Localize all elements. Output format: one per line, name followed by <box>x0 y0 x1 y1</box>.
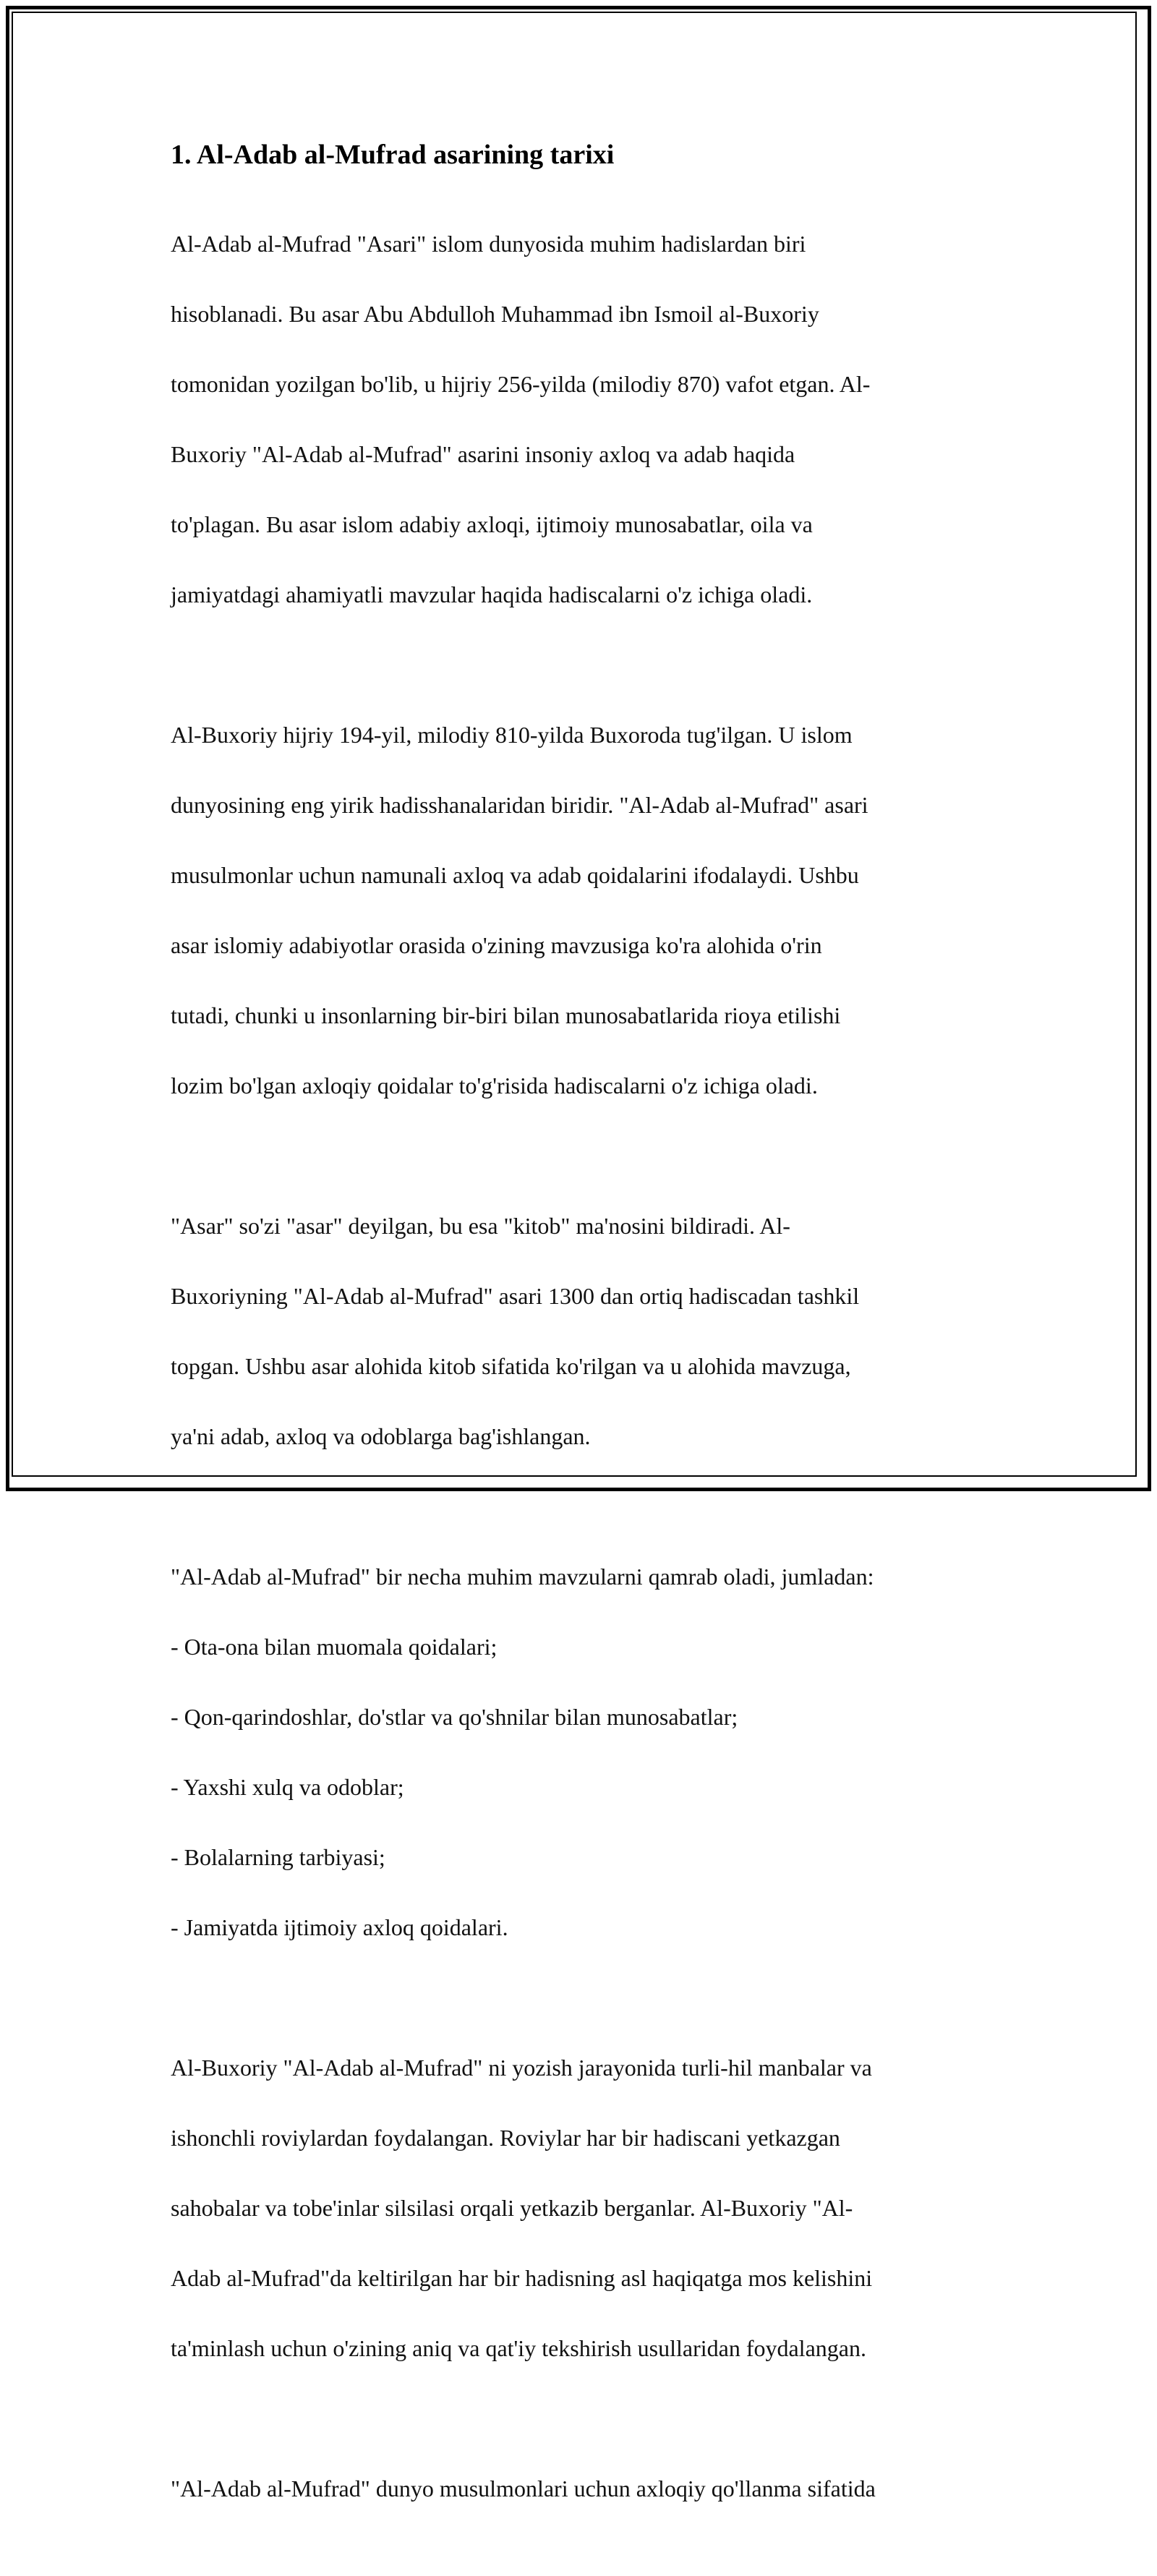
text-line: Buxoriy "Al-Adab al-Mufrad" asarini insoniy axloq va adab haqida <box>171 440 795 467</box>
text-line: to'plagan. Bu asar islom adabiy axloqi, ijtimoiy munosabatlar, oila va <box>171 511 813 537</box>
text-line: asar islomiy adabiyotlar orasida o'zining mavzusiga ko'ra alohida o'rin <box>171 931 822 958</box>
text-line: Al-Buxoriy hijriy 194-yil, milodiy 810-yilda Buxoroda tug'ilgan. U islom <box>171 721 853 748</box>
list-item: - Yaxshi xulq va odoblar; <box>171 1773 404 1800</box>
text-line: ta'minlash uchun o'zining aniq va qat'iy tekshirish usullaridan foydalangan. <box>171 2334 866 2361</box>
text-line: Adab al-Mufrad"da keltirilgan har bir hadisning asl haqiqatga mos kelishini <box>171 2264 873 2291</box>
text-line: dunyosining eng yirik hadisshanalaridan biridir. "Al-Adab al-Mufrad" asari <box>171 791 868 818</box>
paragraph-sources <box>171 2015 981 2401</box>
text-line: jamiyatdagi ahamiyatli mavzular haqida hadiscalarni o'z ichiga oladi. <box>171 581 813 607</box>
text-line: topgan. Ushbu asar alohida kitob sifatida ko'rilgan va u alohida mavzuga, <box>171 1352 851 1379</box>
text-line: musulmonlar uchun namunali axloq va adab qoidalarini ifodalaydi. Ushbu <box>171 861 859 888</box>
list-intro: "Al-Adab al-Mufrad" bir necha muhim mavzularni qamrab oladi, jumladan: <box>171 1563 874 1590</box>
text-line: sahobalar va tobe'inlar silsilasi orqali yetkazib berganlar. Al-Buxoriy "Al- <box>171 2194 853 2221</box>
text-line: lozim bo'lgan axloqiy qoidalar to'g'risida hadiscalarni o'z ichiga oladi. <box>171 1072 818 1099</box>
list-item: - Bolalarning tarbiyasi; <box>171 1843 385 1870</box>
paragraph-history-intro <box>171 191 981 647</box>
text-line: Buxoriyning "Al-Adab al-Mufrad" asari 1300 dan ortiq hadiscadan tashkil <box>171 1282 860 1309</box>
document-body <box>171 135 981 2576</box>
text-line: Al-Buxoriy "Al-Adab al-Mufrad" ni yozish jarayonida turli-hil manbalar va <box>171 2054 872 2081</box>
section-title: 1. Al-Adab al-Mufrad asarining tarixi <box>171 140 615 170</box>
list-item: - Ota-ona bilan muomala qoidalari; <box>171 1633 498 1660</box>
list-item: - Qon-qarindoshlar, do'stlar va qo'shnilar bilan munosabatlar; <box>171 1703 738 1730</box>
list-item: - Jamiyatda ijtimoiy axloq qoidalari. <box>171 1914 508 1940</box>
text-line: "Al-Adab al-Mufrad" dunyo musulmonlari uchun axloqiy qo'llanma sifatida <box>171 2475 876 2502</box>
text-line: tutadi, chunki u insonlarning bir-biri bilan munosabatlarida rioya etilishi <box>171 1002 841 1028</box>
text-line: ya'ni adab, axloq va odoblarga bag'ishlangan. <box>171 1423 591 1449</box>
text-line: Al-Adab al-Mufrad "Asari" islom dunyosida muhim hadislardan biri <box>171 230 806 257</box>
text-line: ishonchli roviylardan foydalangan. Roviylar har bir hadiscani yetkazgan <box>171 2124 840 2151</box>
text-line: hisoblanadi. Bu asar Abu Abdulloh Muhammad ibn Ismoil al-Buxoriy <box>171 300 819 327</box>
paragraph-closing <box>171 2436 981 2541</box>
text-line: tomonidan yozilgan bo'lib, u hijriy 256-yilda (milodiy 870) vafot etgan. Al- <box>171 370 871 397</box>
text-line: "Asar" so'zi "asar" deyilgan, bu esa "kitob" ma'nosini bildiradi. Al- <box>171 1212 790 1239</box>
paragraph-author-bio <box>171 682 981 1138</box>
paragraph-asar-meaning <box>171 1173 981 1489</box>
paragraph-topics-list <box>171 1524 981 1980</box>
